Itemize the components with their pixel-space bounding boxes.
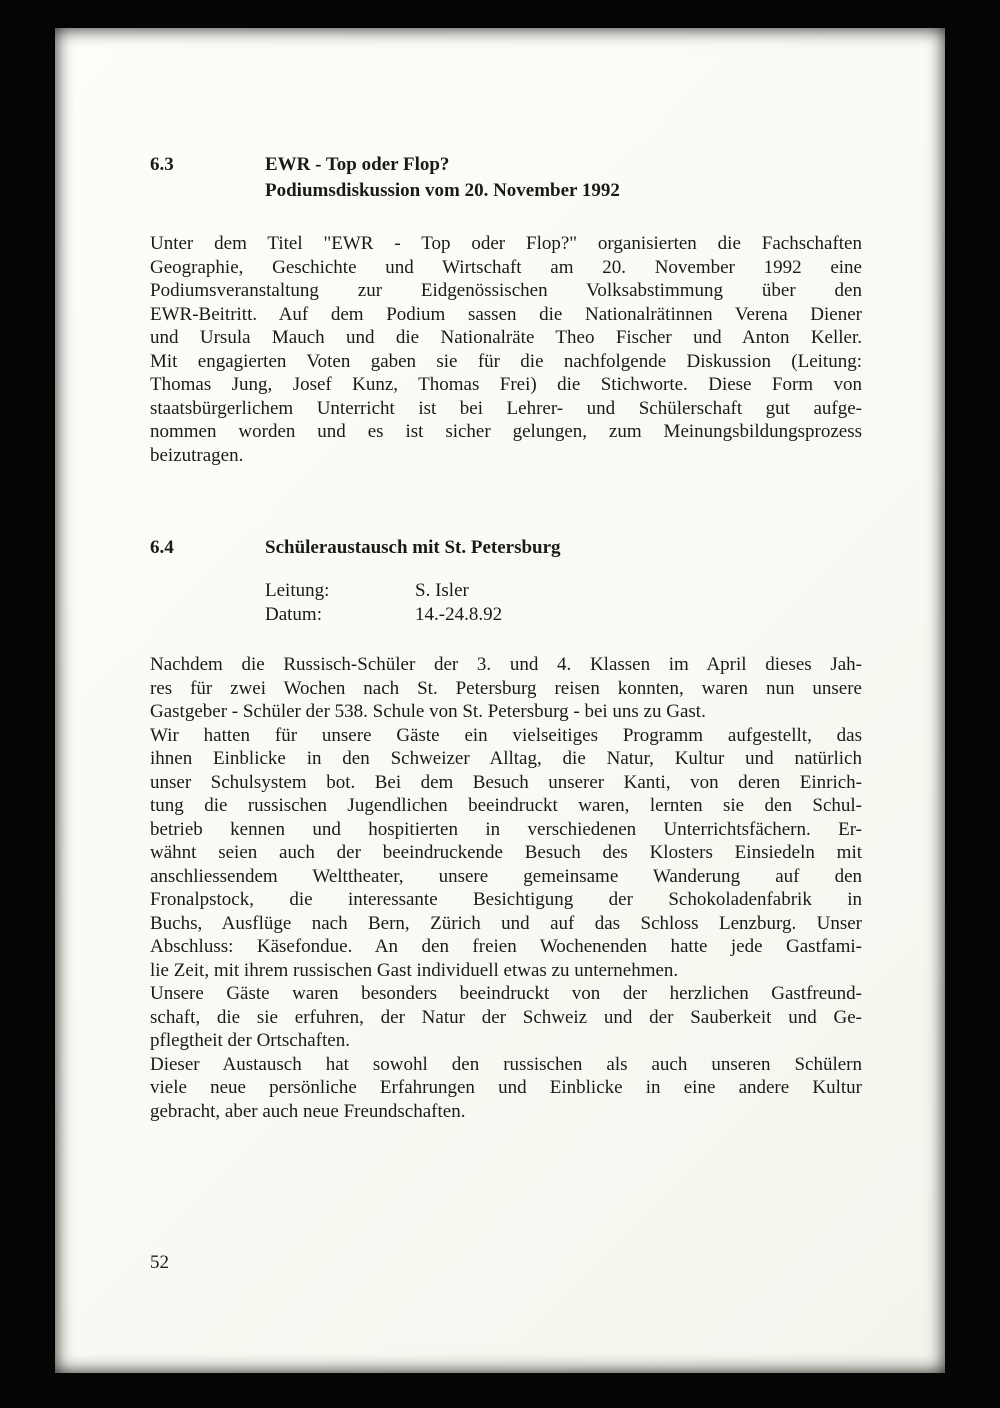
- text-line: Geographie, Geschichte und Wirtschaft am 20. November 1992 eine: [150, 256, 862, 278]
- section-6-4: [150, 535, 862, 1123]
- text-line: staatsbürgerlichem Unterricht ist bei Lehrer- und Schülerschaft gut aufge-: [150, 397, 862, 419]
- text-line: ihnen Einblicke in den Schweizer Alltag, die Natur, Kultur und natürlich: [150, 748, 862, 769]
- section-number: 6.4: [150, 537, 174, 558]
- text-line: Unter dem Titel "EWR - Top oder Flop?" organisierten die Fachschaften: [150, 233, 862, 254]
- paragraph: [150, 653, 862, 724]
- section-title: [265, 152, 620, 204]
- text-line: Buchs, Ausflüge nach Bern, Zürich und auf das Schloss Lenzburg. Unser: [150, 912, 862, 934]
- paragraph: [150, 232, 862, 467]
- text-line: nommen worden und es ist sicher gelungen, zum Meinungsbildungsprozess: [150, 421, 862, 442]
- meta-value: 14.-24.8.92: [415, 604, 503, 625]
- text-line: und Ursula Mauch und die Nationalräte Theo Fischer und Anton Keller.: [150, 327, 862, 348]
- text-line: betrieb kennen und hospitierten in verschiedenen Unterrichtsfächern. Er-: [150, 818, 862, 840]
- text-line: Unsere Gäste waren besonders beeindruckt von der herzlichen Gastfreund-: [150, 983, 862, 1004]
- text-line: unser Schulsystem bot. Bei dem Besuch unserer Kanti, von deren Einrich-: [150, 771, 862, 793]
- meta-label: Datum:: [265, 604, 322, 625]
- text-line: wähnt seien auch der beeindruckende Besuch des Klosters Einsiedeln mit: [150, 842, 862, 863]
- text-line: EWR-Beitritt. Auf dem Podium sassen die Nationalrätinnen Verena Diener: [150, 303, 862, 325]
- section-title-line: Podiumsdiskussion vom 20. November 1992: [265, 180, 620, 201]
- meta-value: S. Isler: [415, 580, 469, 601]
- meta-row: [265, 579, 862, 603]
- session-meta: [265, 579, 862, 627]
- text-line: Thomas Jung, Josef Kunz, Thomas Frei) die Stichworte. Diese Form von: [150, 374, 862, 395]
- meta-row: [265, 603, 862, 627]
- text-line: pflegtheit der Ortschaften.: [150, 1030, 350, 1051]
- text-line: beizutragen.: [150, 444, 244, 466]
- section-heading: [150, 535, 862, 561]
- text-line: Nachdem die Russisch-Schüler der 3. und 4. Klassen im April dieses Jah-: [150, 654, 862, 675]
- text-line: Fronalpstock, die interessante Besichtigung der Schokoladenfabrik in: [150, 889, 862, 910]
- text-line: schaft, die sie erfuhren, der Natur der Schweiz und der Sauberkeit und Ge-: [150, 1006, 862, 1028]
- paragraph: [150, 724, 862, 983]
- section-title: [265, 535, 561, 561]
- section-6-3: [150, 152, 862, 467]
- text-line: Gastgeber - Schüler der 538. Schule von St. Petersburg - bei uns zu Gast.: [150, 701, 706, 722]
- page-content: [55, 28, 945, 1275]
- section-title-line: Schüleraustausch mit St. Petersburg: [265, 537, 561, 558]
- section-body: [150, 653, 862, 1123]
- text-line: Abschluss: Käsefondue. An den freien Wochenenden hatte jede Gastfami-: [150, 936, 862, 957]
- text-line: Podiumsveranstaltung zur Eidgenössischen Volksabstimmung über den: [150, 280, 862, 301]
- section-title-line: EWR - Top oder Flop?: [265, 154, 450, 175]
- text-line: Dieser Austausch hat sowohl den russischen als auch unseren Schülern: [150, 1053, 862, 1075]
- text-line: Mit engagierten Voten gaben sie für die nachfolgende Diskussion (Leitung:: [150, 350, 862, 372]
- document-page: [55, 28, 945, 1373]
- text-line: Wir hatten für unsere Gäste ein vielseitiges Programm aufgestellt, das: [150, 724, 862, 746]
- text-line: gebracht, aber auch neue Freundschaften.: [150, 1100, 466, 1122]
- text-line: anschliessendem Welttheater, unsere gemeinsame Wanderung auf den: [150, 865, 862, 887]
- text-line: tung die russischen Jugendlichen beeindruckt waren, lernten sie den Schul-: [150, 795, 862, 816]
- section-heading: [150, 152, 862, 204]
- paragraph: [150, 1053, 862, 1124]
- section-number: 6.3: [150, 154, 174, 175]
- text-line: viele neue persönliche Erfahrungen und Einblicke in eine andere Kultur: [150, 1077, 862, 1098]
- paragraph: [150, 982, 862, 1053]
- page-number: 52: [150, 1252, 169, 1273]
- meta-label: Leitung:: [265, 580, 330, 601]
- text-line: res für zwei Wochen nach St. Petersburg reisen konnten, waren nun unsere: [150, 677, 862, 699]
- text-line: lie Zeit, mit ihrem russischen Gast individuell etwas zu unternehmen.: [150, 959, 679, 981]
